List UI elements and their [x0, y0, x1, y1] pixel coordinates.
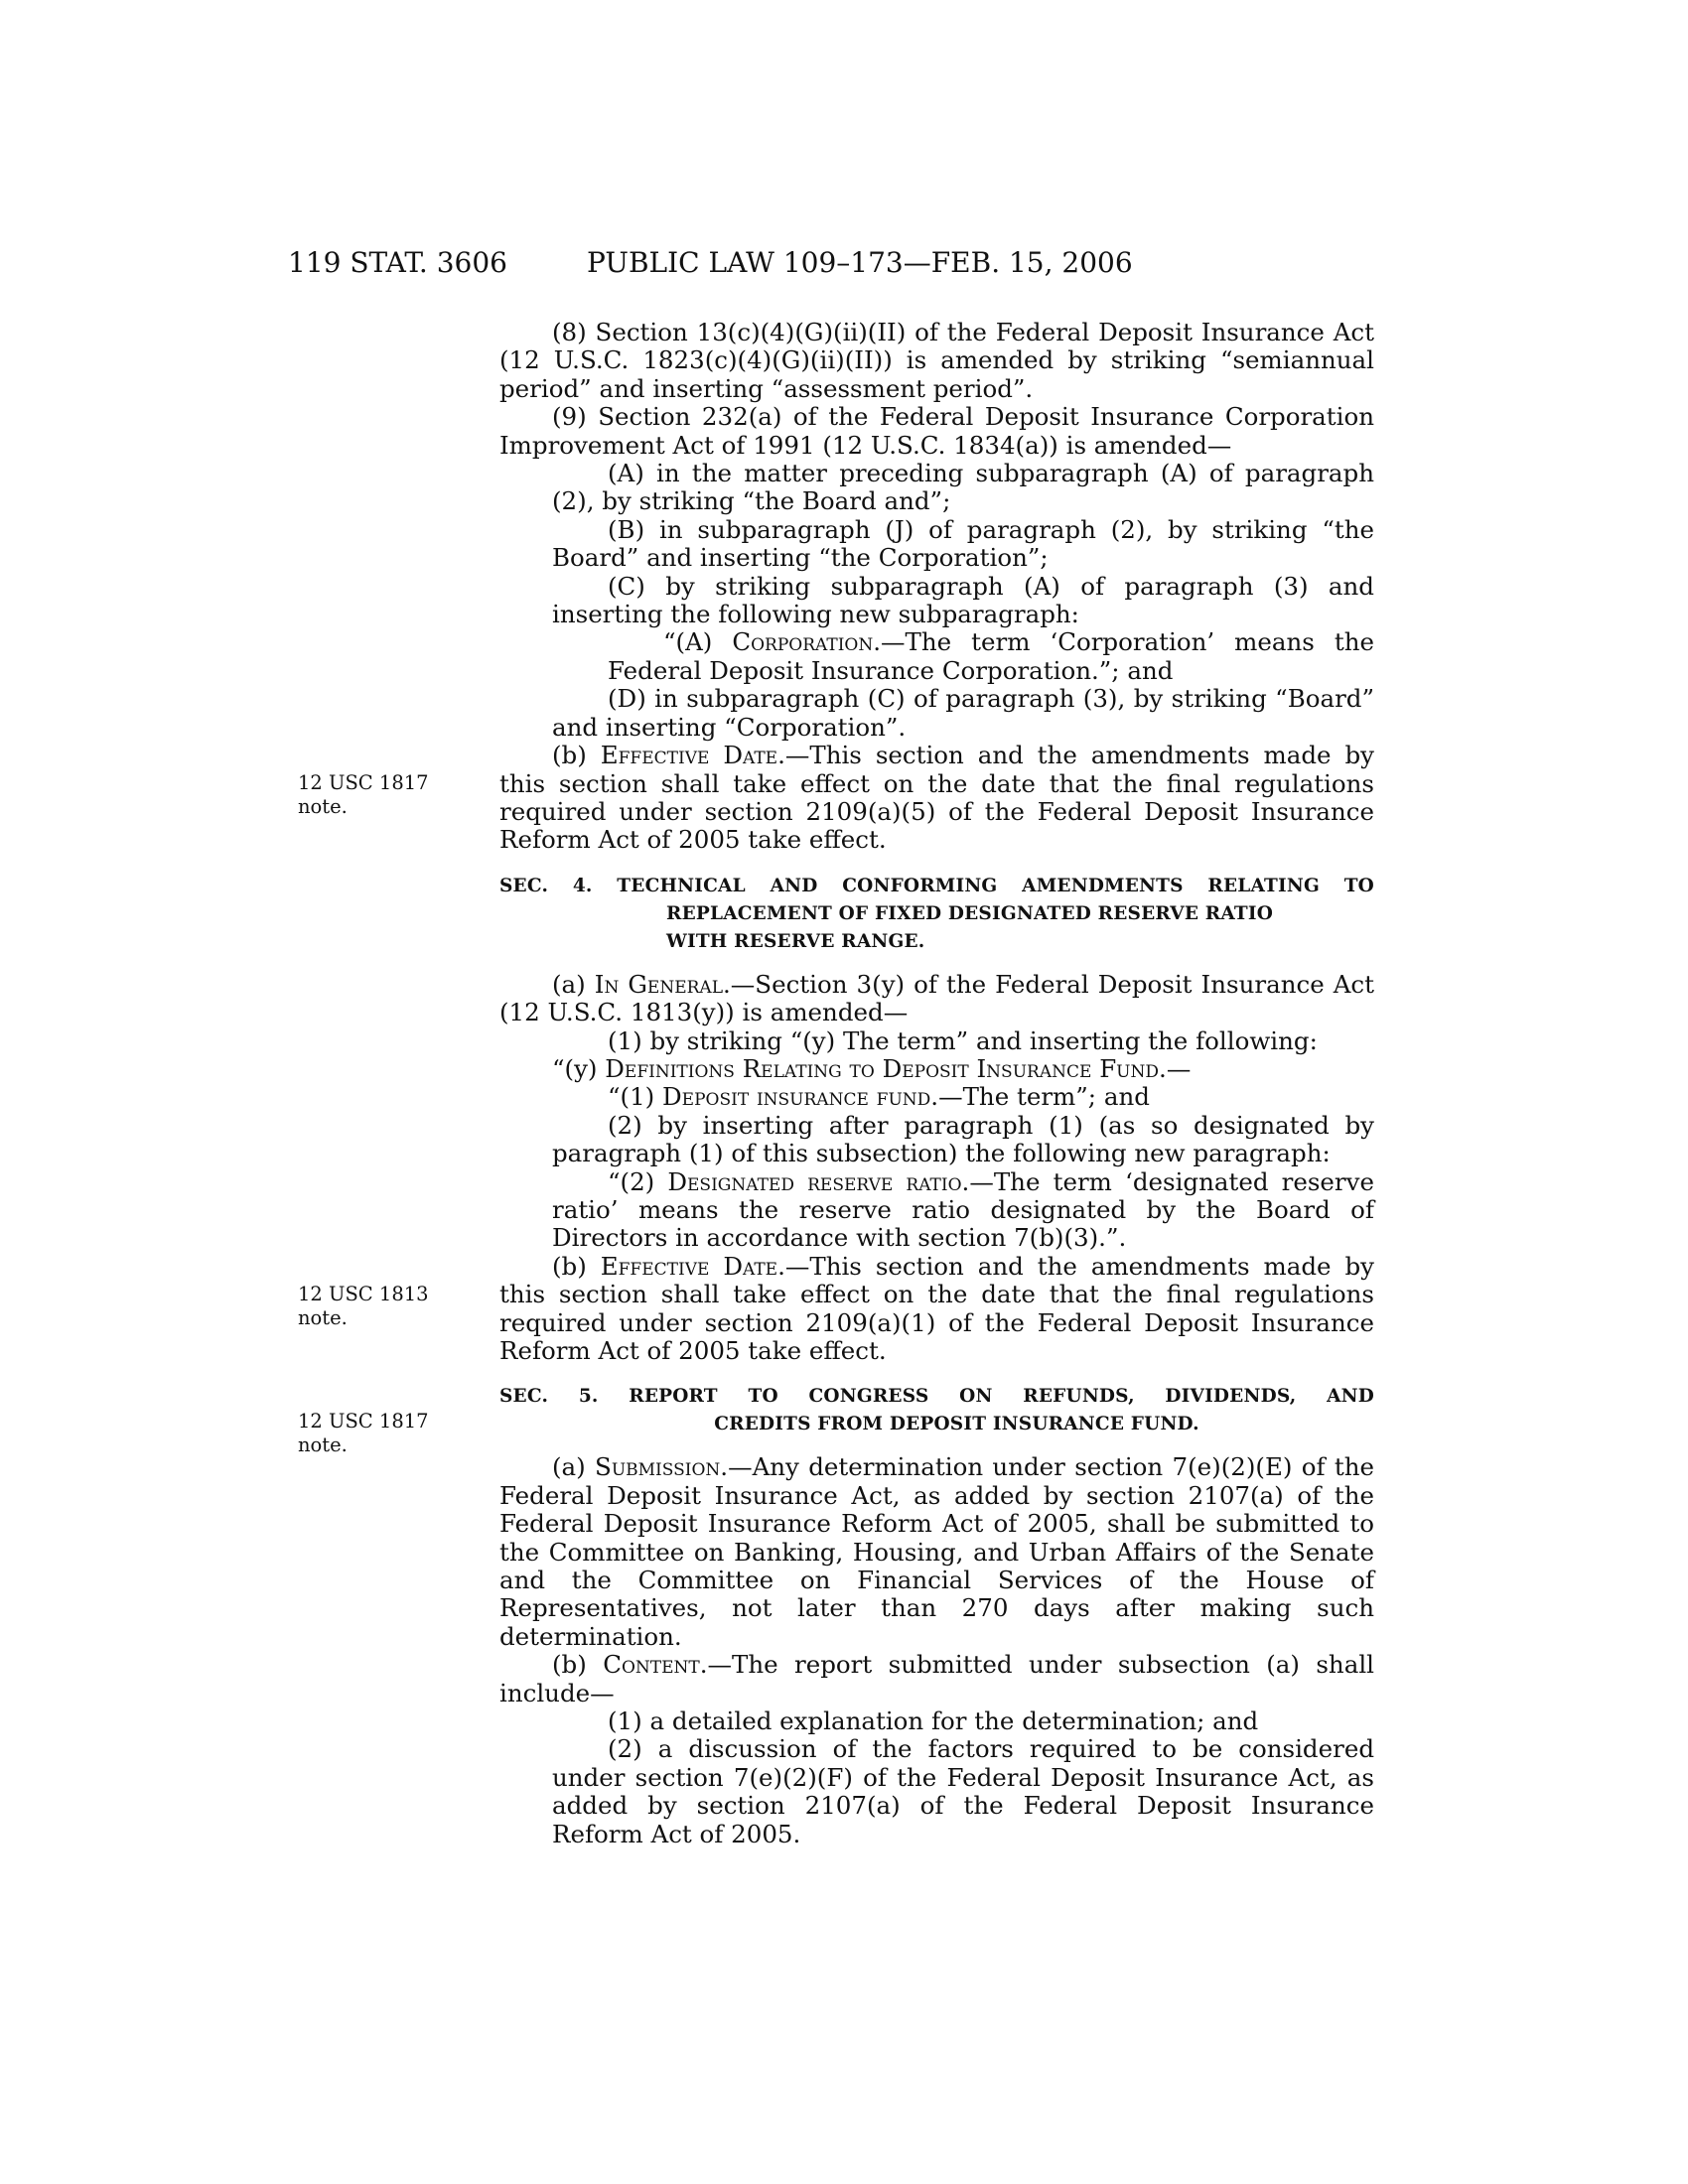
- subsection-heading: Effective Date: [600, 741, 778, 770]
- public-law-title: PUBLIC LAW 109–173—FEB. 15, 2006: [587, 246, 1133, 279]
- margin-note: [298, 771, 447, 819]
- margin-note-citation: 12 USC 1817: [298, 1410, 429, 1433]
- definition-text: .—The term ‘designated reserve ratio’ means the reserve ratio designated by the Board of Directors in accordance with section 7(b)(3).”.: [552, 1166, 1374, 1253]
- paragraph-5b1: (1) a detailed explanation for the determination; and: [608, 1706, 1259, 1736]
- page-header: [0, 246, 1688, 286]
- section-heading-line: SEC. 5. REPORT TO CONGRESS ON REFUNDS, DIVIDENDS, AND: [499, 1386, 1374, 1408]
- margin-note-label: note.: [298, 1306, 348, 1329]
- quote-open: “(1): [608, 1082, 663, 1112]
- paragraph-9: (9) Section 232(a) of the Federal Deposit Insurance Corporation Improvement Act of 1991 (12 U.S.C. 1834(a)) is amended—: [499, 402, 1374, 460]
- subsection-label: (a): [552, 1452, 596, 1482]
- statute-text: [499, 319, 1374, 1848]
- subparagraph-9c: (C) by striking subparagraph (A) of paragraph (3) and inserting the following new subparagraph:: [552, 571, 1374, 629]
- subsection-label: (b): [552, 1251, 601, 1281]
- subsection-label: (b): [552, 741, 601, 770]
- subsection-heading: In General: [594, 969, 723, 999]
- quote-open: “(A): [663, 627, 733, 657]
- paragraph-4a1: (1) by striking “(y) The term” and inserting the following:: [608, 1025, 1318, 1055]
- subsection-text: .—This section and the amendments made by this section shall take effect on the date that the final regulations required under section 2109(a)(5) of the Federal Deposit Insurance Reform Act of 2005 take effect.: [499, 741, 1374, 855]
- quoted-definition-corporation: [499, 628, 1374, 685]
- margin-note-citation: 12 USC 1813: [298, 1283, 429, 1305]
- paragraph-5b2: (2) a discussion of the factors required to be considered under section 7(e)(2)(F) of the Federal Deposit Insurance Act, as added by section 2107(a) of the Federal Deposit Insurance Reform Act of 2005.: [552, 1734, 1374, 1848]
- quoted-definitions-heading: [499, 1055, 1374, 1083]
- subparagraph-9b: (B) in subparagraph (J) of paragraph (2), by striking “the Board” and inserting “the Corporation”;: [552, 514, 1374, 573]
- section-5-subsection-a: [499, 1453, 1374, 1651]
- subsection-heading: Submission: [595, 1452, 721, 1482]
- section-4-subsection-a: [499, 971, 1374, 1027]
- section-5-heading: [499, 1383, 1374, 1438]
- margin-note-citation: 12 USC 1817: [298, 771, 429, 794]
- definition-text: .—: [1159, 1053, 1192, 1083]
- subparagraph-9a: (A) in the matter preceding subparagraph (A) of paragraph (2), by striking “the Board and”;: [552, 459, 1374, 516]
- paragraph-4a2: (2) by inserting after paragraph (1) (as so designated by paragraph (1) of this subsection) the following new paragraph:: [552, 1110, 1374, 1168]
- subsection-label: (a): [552, 969, 595, 999]
- quoted-definition-deposit-insurance-fund: [499, 1083, 1374, 1111]
- subparagraph-9d: (D) in subparagraph (C) of paragraph (3), by striking “Board” and inserting “Corporation”.: [552, 684, 1374, 742]
- definition-text: .—The term”; and: [930, 1082, 1150, 1112]
- definition-heading: Designated reserve ratio: [667, 1166, 962, 1196]
- margin-note: [298, 1410, 447, 1457]
- definition-heading: Corporation: [732, 627, 874, 657]
- section-heading-line: REPLACEMENT OF FIXED DESIGNATED RESERVE RATIO: [666, 902, 1274, 924]
- section-heading-line: SEC. 4. TECHNICAL AND CONFORMING AMENDMENTS RELATING TO: [499, 875, 1374, 896]
- margin-note-label: note.: [298, 795, 348, 818]
- section-heading-line: CREDITS FROM DEPOSIT INSURANCE FUND.: [714, 1414, 1199, 1435]
- definition-heading: Definitions Relating to Deposit Insurance Fund: [605, 1053, 1160, 1083]
- quoted-definition-designated-reserve-ratio: [499, 1168, 1374, 1253]
- margin-note: [298, 1283, 447, 1330]
- subsection-text: .—The report submitted under subsection (a) shall include—: [499, 1650, 1374, 1707]
- stat-page-reference: 119 STAT. 3606: [288, 246, 507, 279]
- subsection-heading: Content: [603, 1650, 700, 1680]
- quote-open: “(y): [552, 1053, 606, 1083]
- subsection-text: .—This section and the amendments made by this section shall take effect on the date that the final regulations required under section 2109(a)(1) of the Federal Deposit Insurance Reform Act of 2005 take effect.: [499, 1251, 1374, 1365]
- subsection-label: (b): [552, 1650, 604, 1680]
- paragraph-8: (8) Section 13(c)(4)(G)(ii)(II) of the Federal Deposit Insurance Act (12 U.S.C. 1823(c)(4)(G)(ii)(II)) is amended by striking “semiannual period” and inserting “assessment period”.: [499, 318, 1374, 403]
- subsection-heading: Effective Date: [600, 1251, 778, 1281]
- margin-note-label: note.: [298, 1433, 348, 1456]
- section-4-heading: [499, 873, 1374, 956]
- definition-heading: Deposit insurance fund: [662, 1082, 931, 1112]
- subsection-text: .—Section 3(y) of the Federal Deposit Insurance Act (12 U.S.C. 1813(y)) is amended—: [499, 969, 1374, 1027]
- definition-text: .—The term ‘Corporation’ means the Federal Deposit Insurance Corporation.”; and: [608, 627, 1374, 685]
- section-4-subsection-b: [499, 1253, 1374, 1366]
- quote-open: “(2): [608, 1166, 668, 1196]
- section-3-subsection-b: [499, 742, 1374, 855]
- section-5-subsection-b: [499, 1651, 1374, 1707]
- subsection-text: .—Any determination under section 7(e)(2)(E) of the Federal Deposit Insurance Act, as added by section 2107(a) of the Federal Deposit Insurance Reform Act of 2005, shall be submitted to the Committee on Banking, Housing, and Urban Affairs of the Senate and the Committee on Financial Services of the House of Representatives, not later than 270 days after making such determination.: [499, 1452, 1374, 1651]
- section-heading-line: WITH RESERVE RANGE.: [666, 930, 925, 952]
